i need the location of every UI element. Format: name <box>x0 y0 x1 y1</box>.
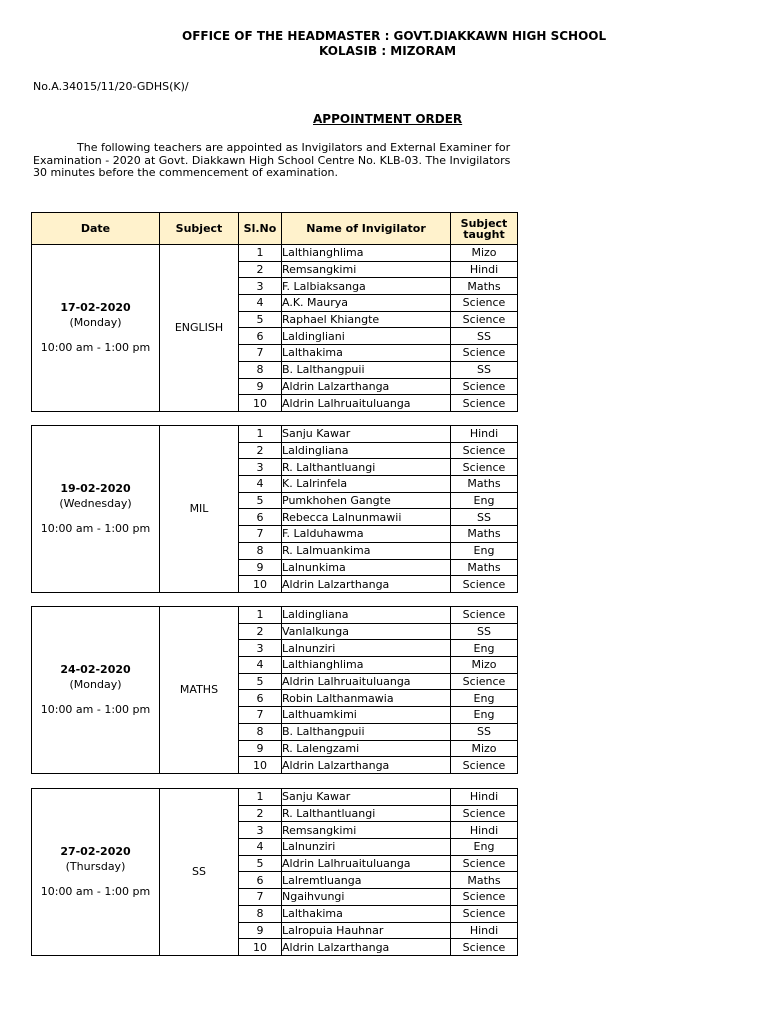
invigilator-name: Lalthianghlima <box>282 657 451 674</box>
sl-cell: 4 <box>239 657 282 674</box>
subject-taught: Eng <box>451 690 518 707</box>
sl-cell: 1 <box>239 426 282 443</box>
subject-taught: Maths <box>451 476 518 493</box>
location-heading: KOLASIB : MIZORAM <box>319 44 457 58</box>
invigilator-name: R. Lalmuankima <box>282 542 451 559</box>
sl-cell: 7 <box>239 707 282 724</box>
sl-cell: 8 <box>239 723 282 740</box>
sl-cell: 9 <box>239 740 282 757</box>
subject-taught: Science <box>451 939 518 956</box>
subject-taught: Maths <box>451 559 518 576</box>
subject-taught: Mizo <box>451 740 518 757</box>
exam-date: 17-02-2020 <box>60 301 131 315</box>
subject-taught: Hindi <box>451 426 518 443</box>
subject-taught: Eng <box>451 839 518 856</box>
table-row <box>32 426 518 443</box>
subject-taught: Maths <box>451 872 518 889</box>
schedule-table-english <box>31 212 518 412</box>
exam-day: (Monday) <box>69 316 122 330</box>
sl-cell: 8 <box>239 542 282 559</box>
sl-cell: 4 <box>239 295 282 312</box>
sl-cell: 6 <box>239 328 282 345</box>
invigilator-name: Vanlalkunga <box>282 623 451 640</box>
exam-time: 10:00 am - 1:00 pm <box>40 885 151 899</box>
sl-cell: 8 <box>239 905 282 922</box>
office-heading: OFFICE OF THE HEADMASTER : GOVT.DIAKKAWN HIGH SCHOOL <box>182 29 607 43</box>
schedule-table-ss <box>31 788 518 956</box>
sl-cell: 8 <box>239 361 282 378</box>
invigilator-name: F. Lalduhawma <box>282 526 451 543</box>
paragraph-line-3: 30 minutes before the commencement of examination. <box>33 166 338 179</box>
sl-cell: 10 <box>239 757 282 774</box>
subject-taught: Science <box>451 889 518 906</box>
sl-cell: 1 <box>239 607 282 624</box>
subject-taught: Hindi <box>451 261 518 278</box>
sl-cell: 10 <box>239 395 282 412</box>
invigilator-name: Lalthianghlima <box>282 245 451 262</box>
subject-taught: Science <box>451 905 518 922</box>
exam-subject: SS <box>160 789 239 956</box>
subject-taught: Science <box>451 378 518 395</box>
table-row <box>32 607 518 624</box>
sl-cell: 6 <box>239 509 282 526</box>
invigilator-name: Aldrin Lalzarthanga <box>282 576 451 593</box>
subject-taught: Science <box>451 855 518 872</box>
header-subject-taught <box>451 213 518 245</box>
sl-cell: 5 <box>239 492 282 509</box>
schedule-table-mil <box>31 425 518 593</box>
invigilator-name: B. Lalthangpuii <box>282 723 451 740</box>
header-taught-line2: taught <box>463 227 505 241</box>
sl-cell: 3 <box>239 822 282 839</box>
subject-taught: Science <box>451 395 518 412</box>
subject-taught: Hindi <box>451 822 518 839</box>
invigilator-name: Raphael Khiangte <box>282 311 451 328</box>
reference-number: No.A.34015/11/20-GDHS(K)/ <box>33 80 189 93</box>
exam-subject: MATHS <box>160 607 239 774</box>
sl-cell: 3 <box>239 459 282 476</box>
exam-date: 19-02-2020 <box>60 482 131 496</box>
sl-cell: 3 <box>239 640 282 657</box>
subject-taught: Science <box>451 345 518 362</box>
paragraph-line-2: Examination - 2020 at Govt. Diakkawn High School Centre No. KLB-03. The Invigilators <box>33 153 511 167</box>
invigilator-name: R. Lalthantluangi <box>282 459 451 476</box>
sl-cell: 7 <box>239 345 282 362</box>
subject-taught: Mizo <box>451 245 518 262</box>
subject-taught: Science <box>451 311 518 328</box>
invigilator-name: B. Lalthangpuii <box>282 361 451 378</box>
subject-taught: SS <box>451 328 518 345</box>
subject-taught: Hindi <box>451 922 518 939</box>
invigilator-name: Aldrin Lalzarthanga <box>282 378 451 395</box>
subject-taught: Maths <box>451 278 518 295</box>
sl-cell: 10 <box>239 576 282 593</box>
invigilator-name: Lalnunziri <box>282 839 451 856</box>
sl-cell: 5 <box>239 855 282 872</box>
sl-cell: 1 <box>239 789 282 806</box>
invigilator-name: Ngaihvungi <box>282 889 451 906</box>
header-name: Name of Invigilator <box>282 213 451 245</box>
header-date: Date <box>32 213 160 245</box>
date-cell <box>32 607 160 774</box>
invigilator-name: Laldingliana <box>282 607 451 624</box>
invigilator-name: Aldrin Lalhruaituluanga <box>282 673 451 690</box>
date-cell <box>32 245 160 412</box>
sl-cell: 6 <box>239 872 282 889</box>
invigilator-name: A.K. Maurya <box>282 295 451 312</box>
sl-cell: 9 <box>239 559 282 576</box>
order-title: APPOINTMENT ORDER <box>313 112 463 126</box>
subject-taught: Eng <box>451 707 518 724</box>
invigilator-name: Laldingliani <box>282 328 451 345</box>
subject-taught: SS <box>451 509 518 526</box>
date-cell <box>32 789 160 956</box>
paragraph-line-1: The following teachers are appointed as Invigilators and External Examiner for <box>77 141 511 154</box>
subject-taught: Science <box>451 757 518 774</box>
header-slno: Sl.No <box>239 213 282 245</box>
invigilator-name: Aldrin Lalhruaituluanga <box>282 855 451 872</box>
subject-taught: Science <box>451 607 518 624</box>
subject-taught: Science <box>451 295 518 312</box>
order-paragraph <box>33 142 593 180</box>
schedule-table-maths <box>31 606 518 774</box>
date-cell <box>32 426 160 593</box>
exam-day: (Wednesday) <box>59 497 132 511</box>
subject-taught: Eng <box>451 542 518 559</box>
exam-date: 24-02-2020 <box>60 663 131 677</box>
sl-cell: 2 <box>239 442 282 459</box>
invigilator-name: Remsangkimi <box>282 822 451 839</box>
subject-taught: Science <box>451 442 518 459</box>
invigilator-name: Aldrin Lalzarthanga <box>282 939 451 956</box>
subject-taught: SS <box>451 361 518 378</box>
invigilator-name: Aldrin Lalzarthanga <box>282 757 451 774</box>
sl-cell: 10 <box>239 939 282 956</box>
subject-taught: Science <box>451 576 518 593</box>
invigilator-name: R. Lalengzami <box>282 740 451 757</box>
invigilator-name: Lalropuia Hauhnar <box>282 922 451 939</box>
invigilator-name: Lalnunziri <box>282 640 451 657</box>
subject-taught: Eng <box>451 492 518 509</box>
table-header-row <box>32 213 518 245</box>
invigilator-name: Laldingliana <box>282 442 451 459</box>
sl-cell: 5 <box>239 673 282 690</box>
invigilator-name: Robin Lalthanmawia <box>282 690 451 707</box>
sl-cell: 4 <box>239 839 282 856</box>
invigilator-name: F. Lalbiaksanga <box>282 278 451 295</box>
invigilator-name: Remsangkimi <box>282 261 451 278</box>
subject-taught: Eng <box>451 640 518 657</box>
sl-cell: 7 <box>239 889 282 906</box>
subject-taught: Maths <box>451 526 518 543</box>
invigilator-name: Sanju Kawar <box>282 426 451 443</box>
subject-taught: Mizo <box>451 657 518 674</box>
invigilator-name: Pumkhohen Gangte <box>282 492 451 509</box>
sl-cell: 4 <box>239 476 282 493</box>
sl-cell: 1 <box>239 245 282 262</box>
subject-taught: Science <box>451 805 518 822</box>
invigilator-name: Lalremtluanga <box>282 872 451 889</box>
sl-cell: 3 <box>239 278 282 295</box>
invigilator-name: Sanju Kawar <box>282 789 451 806</box>
exam-time: 10:00 am - 1:00 pm <box>40 703 151 717</box>
subject-taught: SS <box>451 623 518 640</box>
sl-cell: 2 <box>239 805 282 822</box>
invigilator-name: R. Lalthantluangi <box>282 805 451 822</box>
subject-taught: Science <box>451 673 518 690</box>
table-row <box>32 245 518 262</box>
invigilator-name: K. Lalrinfela <box>282 476 451 493</box>
invigilator-name: Lalthuamkimi <box>282 707 451 724</box>
sl-cell: 2 <box>239 623 282 640</box>
sl-cell: 7 <box>239 526 282 543</box>
exam-subject: ENGLISH <box>160 245 239 412</box>
invigilator-name: Lalthakima <box>282 345 451 362</box>
invigilator-name: Rebecca Lalnunmawii <box>282 509 451 526</box>
exam-day: (Thursday) <box>65 860 126 874</box>
exam-day: (Monday) <box>69 678 122 692</box>
sl-cell: 2 <box>239 261 282 278</box>
subject-taught: Science <box>451 459 518 476</box>
sl-cell: 6 <box>239 690 282 707</box>
sl-cell: 9 <box>239 378 282 395</box>
exam-subject: MIL <box>160 426 239 593</box>
header-taught-line1: Subject <box>460 216 508 230</box>
sl-cell: 9 <box>239 922 282 939</box>
subject-taught: Hindi <box>451 789 518 806</box>
invigilator-name: Lalnunkima <box>282 559 451 576</box>
table-row <box>32 789 518 806</box>
invigilator-name: Aldrin Lalhruaituluanga <box>282 395 451 412</box>
header-subject: Subject <box>160 213 239 245</box>
sl-cell: 5 <box>239 311 282 328</box>
exam-date: 27-02-2020 <box>60 845 131 859</box>
invigilator-name: Lalthakima <box>282 905 451 922</box>
exam-time: 10:00 am - 1:00 pm <box>40 522 151 536</box>
exam-time: 10:00 am - 1:00 pm <box>40 341 151 355</box>
subject-taught: SS <box>451 723 518 740</box>
